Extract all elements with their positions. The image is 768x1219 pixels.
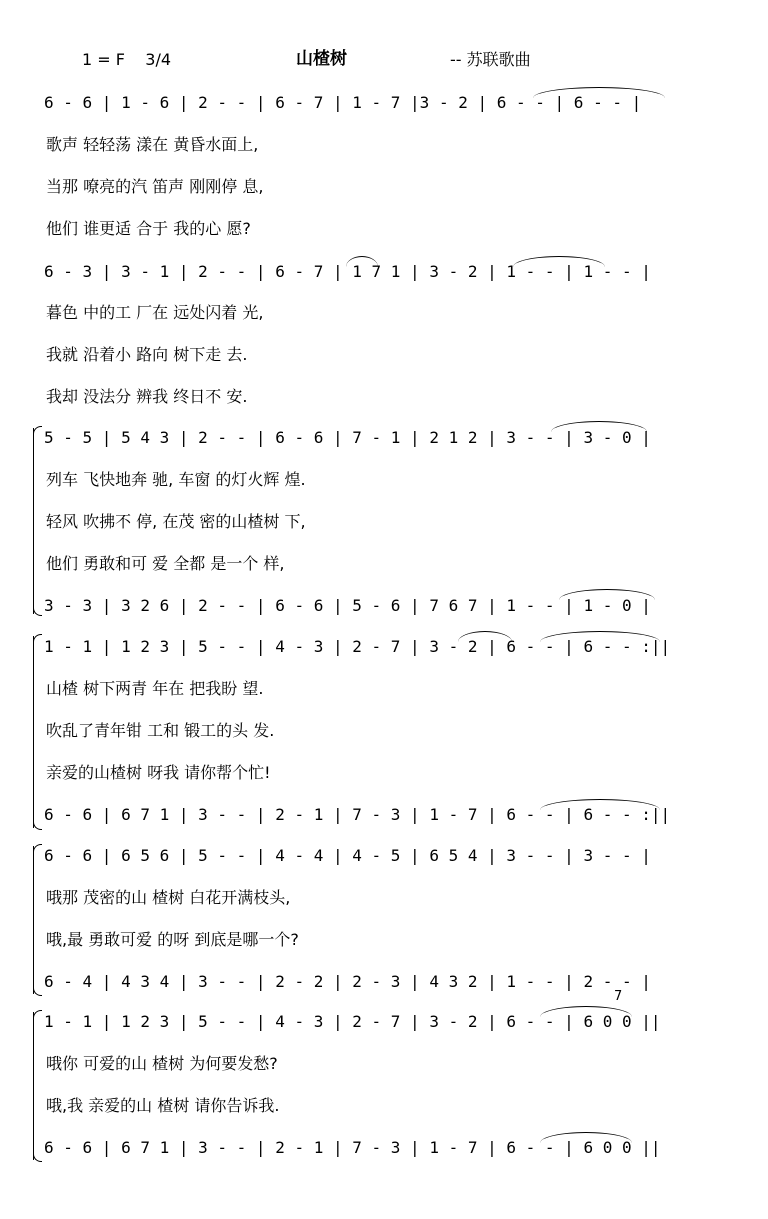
song-title: 山楂树 <box>296 49 347 69</box>
system-brace <box>33 1012 34 1160</box>
notation-line: 6 - 6 | 1 - 6 | 2 - - | 6 - 7 | 1 - 7 |3 - 2 | 6 - - | 6 - - | <box>44 93 642 112</box>
lyric-line: 我却 没法分 辨我 终日不 安. <box>46 387 248 406</box>
lyric-line: 他们 谁更适 合于 我的心 愿? <box>46 219 251 238</box>
system-brace <box>33 636 34 828</box>
notation-line: 5 - 5 | 5 4 3 | 2 - - | 6 - 6 | 7 - 1 | 2 1 2 | 3 - - | 3 - 0 | <box>44 428 651 447</box>
notation-line: 3 - 3 | 3 2 6 | 2 - - | 6 - 6 | 5 - 6 | 7 6 7 | 1 - - | 1 - 0 | <box>44 596 651 615</box>
lyric-line: 歌声 轻轻荡 漾在 黄昏水面上, <box>46 135 259 154</box>
lyric-line: 亲爱的山楂树 呀我 请你帮个忙! <box>46 763 271 782</box>
lyric-line: 哦你 可爱的山 楂树 为何要发愁? <box>46 1054 278 1073</box>
notation-line: 1 - 1 | 1 2 3 | 5 - - | 4 - 3 | 2 - 7 | 3 - 2 | 6 - - | 6 - - :|| <box>44 637 671 656</box>
slur-mark <box>540 1006 632 1017</box>
notation-line: 1 - 1 | 1 2 3 | 5 - - | 4 - 3 | 2 - 7 | 3 - 2 | 6 - - | 6 0 0 || <box>44 1012 661 1031</box>
lyric-line: 哦,我 亲爱的山 楂树 请你告诉我. <box>46 1096 280 1115</box>
slur-mark <box>540 799 660 810</box>
key-time-signature: 1 = F 3/4 <box>82 50 172 69</box>
lyric-line: 列车 飞快地奔 驰, 车窗 的灯火辉 煌. <box>46 470 306 489</box>
lyric-line: 山楂 树下两青 年在 把我盼 望. <box>46 679 264 698</box>
lyric-line: 当那 嘹亮的汽 笛声 刚刚停 息, <box>46 177 264 196</box>
lyric-line: 哦,最 勇敢可爱 的呀 到底是哪一个? <box>46 930 299 949</box>
slur-mark <box>533 87 665 98</box>
notation-line: 6 - 6 | 6 5 6 | 5 - - | 4 - 4 | 4 - 5 | 6 5 4 | 3 - - | 3 - - | <box>44 846 651 865</box>
lyric-line: 轻风 吹拂不 停, 在茂 密的山楂树 下, <box>46 512 306 531</box>
notation-line: 6 - 4 | 4 3 4 | 3 - - | 2 - 2 | 2 - 3 | 4 3 2 | 1 - - | 2 - - | <box>44 972 651 991</box>
system-brace <box>33 846 34 994</box>
notation-line: 6 - 6 | 6 7 1 | 3 - - | 2 - 1 | 7 - 3 | 1 - 7 | 6 - - | 6 0 0 || <box>44 1138 661 1157</box>
slur-mark <box>551 421 647 432</box>
lyric-line: 他们 勇敢和可 爱 全都 是一个 样, <box>46 554 285 573</box>
slur-mark <box>540 631 660 642</box>
song-source: -- 苏联歌曲 <box>450 50 531 69</box>
system-brace <box>33 428 34 614</box>
slur-mark <box>540 1132 632 1143</box>
lyric-line: 我就 沿着小 路向 树下走 去. <box>46 345 248 364</box>
volta-mark: 7 <box>614 989 623 1004</box>
lyric-line: 吹乱了青年钳 工和 锻工的头 发. <box>46 721 275 740</box>
notation-line: 6 - 3 | 3 - 1 | 2 - - | 6 - 7 | 1 7 1 | 3 - 2 | 1 - - | 1 - - | <box>44 262 651 281</box>
slur-mark <box>559 589 655 600</box>
notation-line: 6 - 6 | 6 7 1 | 3 - - | 2 - 1 | 7 - 3 | 1 - 7 | 6 - - | 6 - - :|| <box>44 805 671 824</box>
lyric-line: 暮色 中的工 厂在 远处闪着 光, <box>46 303 264 322</box>
lyric-line: 哦那 茂密的山 楂树 白花开满枝头, <box>46 888 291 907</box>
slur-mark <box>513 256 605 267</box>
slur-mark <box>346 256 378 267</box>
slur-mark <box>458 631 512 642</box>
